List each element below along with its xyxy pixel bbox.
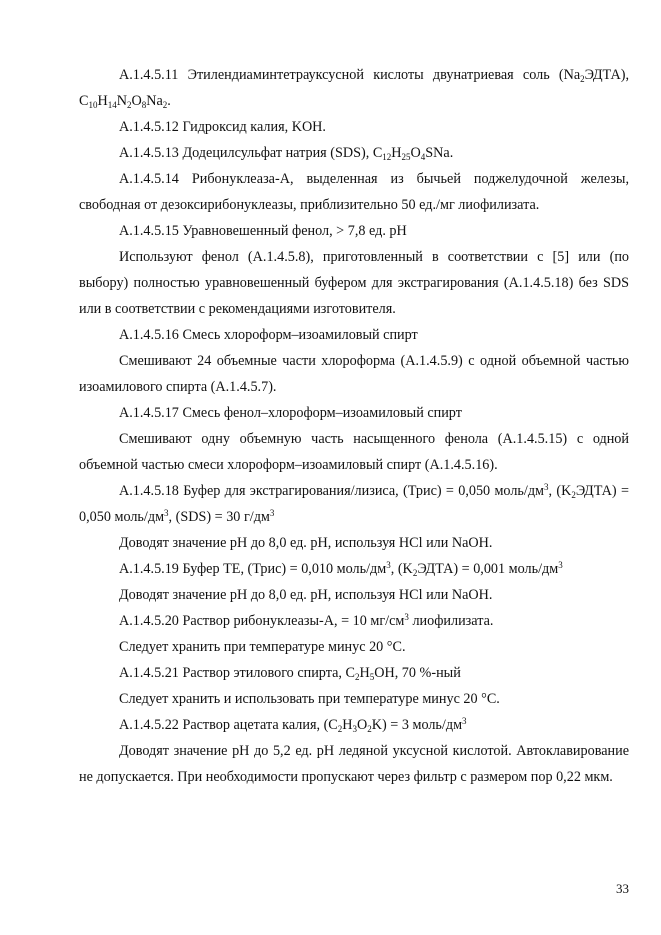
paragraph (79, 348, 629, 400)
paragraph (79, 166, 629, 218)
paragraph (79, 712, 629, 738)
text-run: A.1.4.5.15 Уравновешенный фенол, > 7,8 ед. pH (119, 223, 407, 239)
superscript: 3 (269, 508, 275, 518)
text-run: O (410, 145, 421, 161)
paragraph (79, 62, 629, 114)
paragraph (79, 582, 629, 608)
superscript: 3 (544, 482, 549, 492)
text-run: SNa. (425, 145, 454, 161)
superscript: 3 (386, 560, 391, 570)
text-run: ЭДТА) = 0,001 моль/дм (417, 561, 559, 577)
text-run: OH, 70 %-ный (374, 665, 461, 681)
text-run: лиофилизата. (408, 613, 494, 629)
text-run: A.1.4.5.13 Додецилсульфат натрия (SDS), C (119, 145, 383, 161)
text-run: . (167, 93, 171, 109)
text-run: , (K (548, 483, 572, 499)
subscript: 2 (162, 100, 168, 110)
paragraph (79, 400, 629, 426)
page-number: 33 (616, 881, 629, 896)
paragraph (79, 660, 629, 686)
paragraph (79, 218, 629, 244)
subscript: 14 (107, 100, 117, 110)
paragraph (79, 426, 629, 478)
subscript: 2 (367, 724, 372, 734)
subscript: 2 (412, 568, 418, 578)
paragraph (79, 686, 629, 712)
text-run: A.1.4.5.12 Гидроксид калия, KOH. (119, 119, 326, 135)
text-run: Используют фенол (А.1.4.5.8), приготовленный в соответствии с [5] или (по выбору) полностью уравновешенный буфером для экстрагирования (А.1.4.5.18) без SDS или в соответствии с рекомендациями изготовителя. (79, 249, 629, 317)
text-run: H (342, 717, 353, 733)
subscript: 8 (141, 100, 147, 110)
text-run: , (K (390, 561, 413, 577)
paragraph (79, 244, 629, 322)
paragraph (79, 634, 629, 660)
text-run: A.1.4.5.19 Буфер TE, (Трис) = 0,010 моль/дм (119, 561, 387, 577)
paragraph (79, 738, 629, 790)
text-run: Доводят значение pH до 8,0 ед. pH, используя HCl или NaOH. (119, 535, 493, 551)
text-run: Na (146, 93, 163, 109)
text-run: A.1.4.5.16 Смесь хлороформ–изоамиловый спирт (119, 327, 418, 343)
text-run: H (97, 93, 108, 109)
text-run: H (391, 145, 402, 161)
text-run: A.1.4.5.14 Рибонуклеаза-А, выделенная из бычьей поджелудочной железы, свободная от дезоксирибонуклеазы, приблизительно 50 ед./мг лиофилизата. (79, 171, 629, 213)
paragraph (79, 608, 629, 634)
page-body (79, 62, 629, 790)
subscript: 25 (401, 152, 411, 162)
text-run: Смешивают одну объемную часть насыщенного фенола (А.1.4.5.15) с одной объемной частью смеси хлороформ–изоамиловый спирт (А.1.4.5.16). (79, 431, 629, 473)
subscript: 10 (88, 100, 98, 110)
paragraph (79, 140, 629, 166)
text-run: A.1.4.5.11 Этилендиаминтетрауксусной кислоты двунатриевая соль (Na (119, 67, 581, 83)
subscript: 2 (354, 672, 360, 682)
superscript: 3 (558, 560, 563, 570)
text-run: ЭДТА), C (79, 67, 629, 109)
text-run: ЭДТА) = 0,050 моль/дм (79, 483, 629, 525)
subscript: 2 (337, 724, 343, 734)
paragraph (79, 114, 629, 140)
superscript: 3 (462, 716, 467, 726)
paragraph (79, 556, 629, 582)
subscript: 2 (580, 74, 585, 84)
subscript: 4 (420, 152, 426, 162)
text-run: O (357, 717, 368, 733)
text-run: O (131, 93, 142, 109)
subscript: 2 (571, 490, 576, 500)
subscript: 3 (352, 724, 358, 734)
text-run: K) = 3 моль/дм (371, 717, 463, 733)
subscript: 5 (369, 672, 375, 682)
text-run: N (116, 93, 127, 109)
paragraph (79, 530, 629, 556)
superscript: 3 (164, 508, 169, 518)
text-run: H (359, 665, 370, 681)
superscript: 3 (404, 612, 409, 622)
text-run: Доводят значение pH до 8,0 ед. pH, используя HCl или NaOH. (119, 587, 493, 603)
text-run: Доводят значение pH до 5,2 ед. pH ледяной уксусной кислотой. Автоклавирование не допускается. При необходимости пропускают через фильтр с размером пор 0,22 мкм. (79, 743, 629, 785)
paragraph (79, 478, 629, 530)
text-run: A.1.4.5.21 Раствор этилового спирта, C (119, 665, 355, 681)
paragraph (79, 322, 629, 348)
text-run: Смешивают 24 объемные части хлороформа (А.1.4.5.9) с одной объемной частью изоамилового спирта (А.1.4.5.7). (79, 353, 629, 395)
text-run: A.1.4.5.20 Раствор рибонуклеазы-А, = 10 мг/см (119, 613, 405, 629)
text-run: , (SDS) = 30 г/дм (168, 509, 270, 525)
text-run: A.1.4.5.17 Смесь фенол–хлороформ–изоамиловый спирт (119, 405, 462, 421)
text-run: A.1.4.5.18 Буфер для экстрагирования/лизиса, (Трис) = 0,050 моль/дм (119, 483, 545, 499)
subscript: 2 (126, 100, 132, 110)
text-run: A.1.4.5.22 Раствор ацетата калия, (C (119, 717, 338, 733)
subscript: 12 (382, 152, 392, 162)
text-run: Следует хранить при температуре минус 20 °C. (119, 639, 406, 655)
text-run: Следует хранить и использовать при температуре минус 20 °C. (119, 691, 500, 707)
